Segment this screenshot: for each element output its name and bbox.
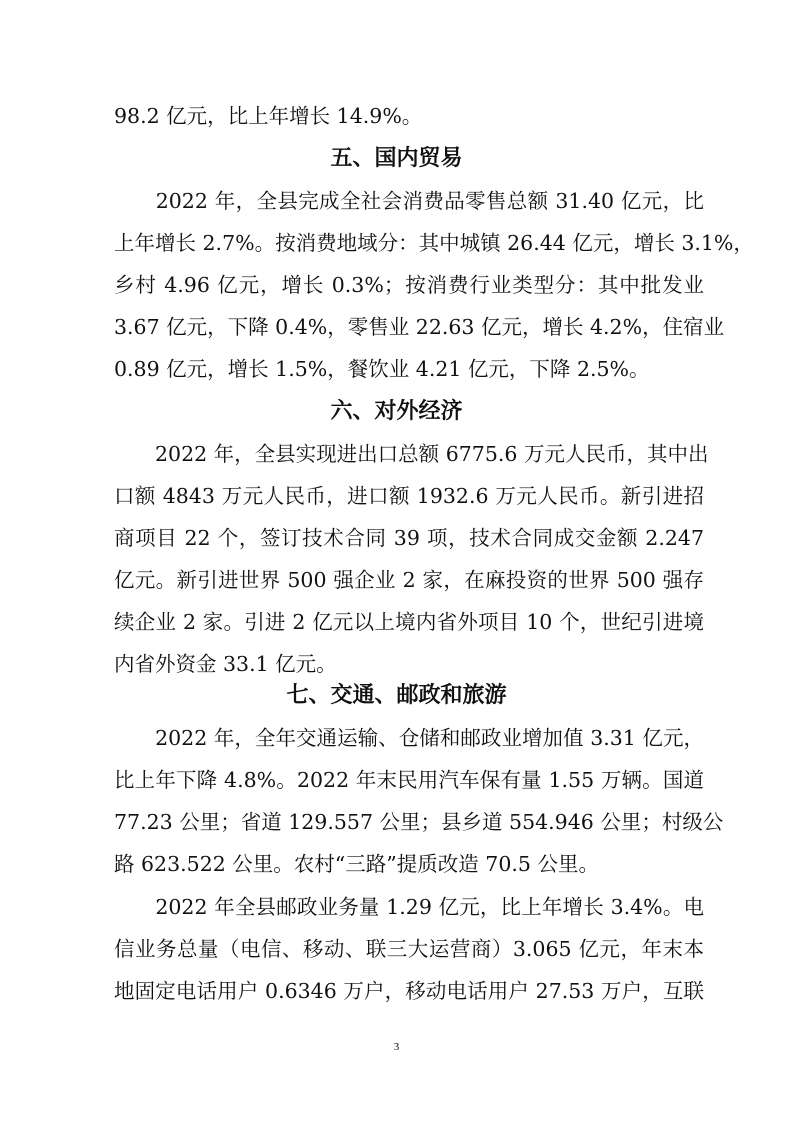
paragraph-line: 2022 年，全年交通运输、仓储和邮政业增加值 3.31 亿元， (114, 726, 704, 750)
paragraph-line: 口额 4843 万元人民币，进口额 1932.6 万元人民币。新引进招 (114, 484, 704, 508)
paragraph-line: 2022 年，全县实现进出口总额 6775.6 万元人民币，其中出 (114, 442, 709, 466)
paragraph-line: 续企业 2 家。引进 2 亿元以上境内省外项目 10 个，世纪引进境 (114, 610, 704, 634)
section-heading-domestic-trade: 五、国内贸易 (330, 146, 463, 171)
paragraph-line: 0.89 亿元，增长 1.5%，餐饮业 4.21 亿元，下降 2.5%。 (114, 357, 650, 381)
paragraph-line: 路 623.522 公里。农村“三路”提质改造 70.5 公里。 (114, 852, 599, 876)
paragraph-line: 商项目 22 个，签订技术合同 39 项，技术合同成交金额 2.247 (114, 526, 704, 550)
paragraph-line: 信业务总量（电信、移动、联三大运营商）3.065 亿元，年末本 (114, 937, 704, 961)
section-heading-transport-postal-tourism: 七、交通、邮政和旅游 (286, 683, 507, 708)
paragraph-line: 上年增长 2.7%。按消费地域分：其中城镇 26.44 亿元，增长 3.1%， (114, 231, 754, 255)
paragraph-line: 3.67 亿元，下降 0.4%，零售业 22.63 亿元，增长 4.2%，住宿业 (114, 315, 725, 339)
paragraph-line: 地固定电话用户 0.6346 万户，移动电话用户 27.53 万户，互联 (114, 979, 704, 1003)
paragraph-line: 乡村 4.96 亿元，增长 0.3%；按消费行业类型分：其中批发业 (114, 273, 704, 297)
paragraph-line: 2022 年，全县完成全社会消费品零售总额 31.40 亿元，比 (114, 189, 704, 213)
paragraph-line: 77.23 公里；省道 129.557 公里；县乡道 554.946 公里；村级公 (114, 810, 724, 834)
page-number: 3 (393, 1041, 400, 1053)
paragraph-line: 98.2 亿元，比上年增长 14.9%。 (114, 104, 423, 128)
paragraph-line: 亿元。新引进世界 500 强企业 2 家，在麻投资的世界 500 强存 (114, 568, 704, 592)
paragraph-line: 比上年下降 4.8%。2022 年末民用汽车保有量 1.55 万辆。国道 (114, 768, 704, 792)
paragraph-line: 2022 年全县邮政业务量 1.29 亿元，比上年增长 3.4%。电 (114, 895, 704, 919)
section-heading-foreign-economy: 六、对外经济 (330, 399, 463, 424)
paragraph-line: 内省外资金 33.1 亿元。 (114, 652, 337, 676)
